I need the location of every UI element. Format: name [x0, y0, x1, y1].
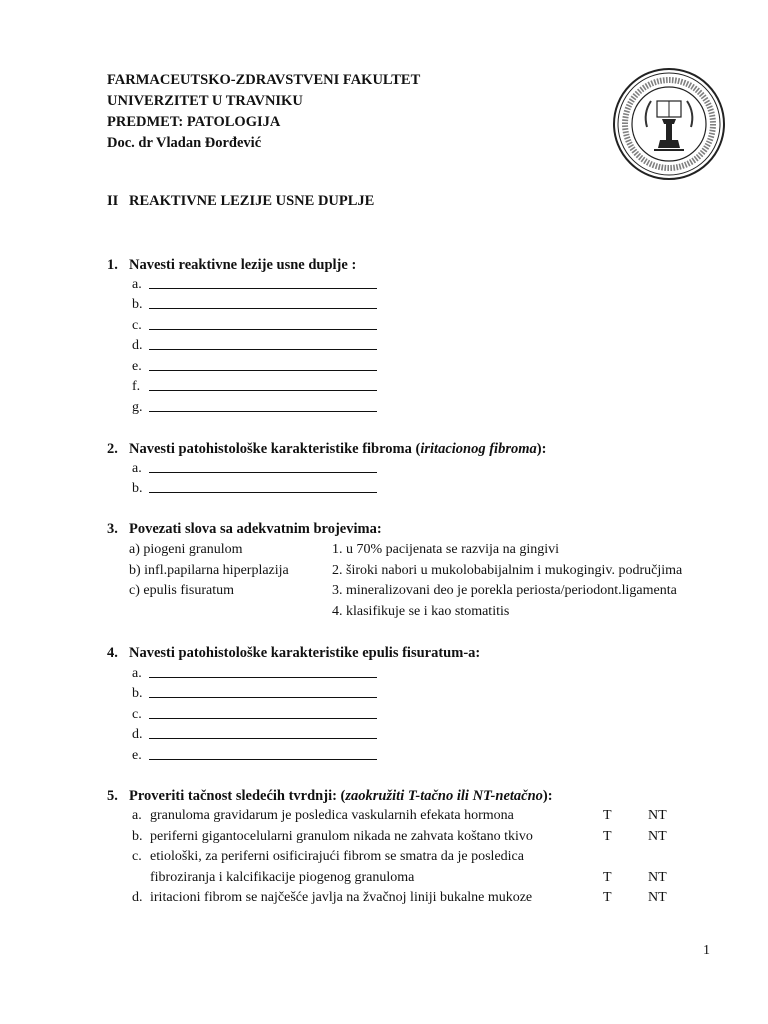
answer-row[interactable]: g.: [132, 395, 377, 416]
professor-name: Doc. dr Vladan Đorđević: [107, 135, 262, 151]
answer-row[interactable]: d.: [132, 723, 377, 744]
true-option[interactable]: T: [603, 869, 612, 885]
section-number: II: [107, 193, 119, 209]
answer-blank[interactable]: [149, 378, 377, 391]
answer-row[interactable]: a.: [132, 272, 377, 293]
statement-text: iritacioni fibrom se najčešće javlja na žvačnoj liniji bukalne mukoze: [150, 890, 533, 905]
answer-row[interactable]: e.: [132, 354, 377, 375]
question-3-text: Povezati slova sa adekvatnim brojevima:: [129, 521, 382, 537]
answer-blank[interactable]: [149, 706, 377, 719]
question-4-answers: [132, 661, 377, 764]
question-2-heading: 2. Navesti patohistološke karakteristike fibroma (iritacionog fibroma):: [107, 441, 547, 457]
answer-row[interactable]: f.: [132, 375, 377, 396]
answer-blank[interactable]: [149, 317, 377, 330]
question-1-heading: 1. Navesti reaktivne lezije usne duplje :: [107, 257, 357, 273]
section-heading: [107, 193, 374, 210]
question-5-heading: 5. Proveriti tačnost sledećih tvrdnji: (zaokružiti T-tačno ili NT-netačno):: [107, 788, 553, 804]
answer-blank[interactable]: [149, 337, 377, 350]
answer-blank[interactable]: [149, 358, 377, 371]
answer-blank[interactable]: [149, 665, 377, 678]
answer-row[interactable]: e.: [132, 743, 377, 764]
subject-name: PREDMET: PATOLOGIJA: [107, 114, 281, 130]
answer-row[interactable]: c.: [132, 313, 377, 334]
answer-blank[interactable]: [149, 747, 377, 760]
question-1-answers: [132, 272, 377, 416]
false-option[interactable]: NT: [648, 828, 667, 844]
section-title: REAKTIVNE LEZIJE USNE DUPLJE: [129, 193, 375, 209]
answer-blank[interactable]: [149, 685, 377, 698]
statement-text: etiološki, za periferni osificirajući fibrom se smatra da je posledica: [150, 849, 524, 864]
answer-row[interactable]: c.: [132, 702, 377, 723]
statement-text: fibroziranja i kalcifikacije piogenog granuloma: [150, 869, 415, 885]
answer-row[interactable]: b.: [132, 293, 377, 314]
university-seal-icon: [612, 67, 726, 181]
statement-text: granuloma gravidarum je posledica vaskularnih efekata hormona: [150, 808, 514, 823]
false-option[interactable]: NT: [648, 869, 667, 885]
true-option[interactable]: T: [603, 828, 612, 844]
faculty-name: FARMACEUTSKO-ZDRAVSTVENI FAKULTET: [107, 72, 421, 88]
answer-row[interactable]: b.: [132, 477, 377, 498]
true-option[interactable]: T: [603, 890, 612, 905]
answer-blank[interactable]: [149, 480, 377, 493]
question-2-answers: [132, 456, 377, 497]
university-name: UNIVERZITET U TRAVNIKU: [107, 93, 303, 109]
page-number: 1: [703, 943, 710, 958]
document-header: [107, 70, 420, 154]
statement-text: periferni gigantocelularni granulom nikada ne zahvata koštano tkivo: [150, 828, 533, 844]
answer-blank[interactable]: [149, 276, 377, 289]
false-option[interactable]: NT: [648, 890, 667, 905]
answer-row[interactable]: a.: [132, 661, 377, 682]
question-4-text: Navesti patohistološke karakteristike epulis fisuratum-a:: [129, 645, 481, 661]
answer-blank[interactable]: [149, 296, 377, 309]
answer-row[interactable]: a.: [132, 456, 377, 477]
false-option[interactable]: NT: [648, 808, 667, 823]
answer-blank[interactable]: [149, 460, 377, 473]
answer-row[interactable]: d.: [132, 334, 377, 355]
answer-blank[interactable]: [149, 399, 377, 412]
true-option[interactable]: T: [603, 808, 612, 823]
document-page: FARMACEUTSKO-ZDRAVSTVENI FAKULTET UNIVERZITET U TRAVNIKU PREDMET: PATOLOGIJA Doc. dr Vladan Đorđević II REAKTIVNE LEZIJE USNE DUPLJE 1. Navesti reaktivne lezije usne duplje : a. b. c. d. e. f. g. 2. Navesti patohistološke karakteristike fibroma (iritacionog fibroma): a. b. 3. Povezati slova sa adekvatnim brojevima: a) piogeni granulom 1. u 70% pacijenata se razvija na gingivi b) infl.papilarna hiperplazija 2. široki nabori u mukolobabijalnim i mukogingiv. područjima c) epulis fisuratum 3. mineralizovani deo je porekla periosta/periodont.ligamenta 4. klasifikuje se i kao stomatitis 4. Navesti patohistološke karakteristike epulis fisuratum-a: a. b. c. d. e. 5. Proveriti tačnost sledećih tvrdnji: (zaokružiti T-tačno ili NT-netačno): a. granuloma gravidarum je posledica vaskularnih efekata hormona T NT b. periferni gigantocelularni granulom nikada ne zahvata koštano tkivo T NT c. etiološki, za periferni osificirajući fibrom se smatra da je posledica fibroziranja i kalcifikacije piogenog granuloma T NT d. iritacioni fibrom se najčešće javlja na žvačnoj liniji bukalne mukoze T NT 1: [0, 0, 768, 1024]
answer-blank[interactable]: [149, 726, 377, 739]
answer-row[interactable]: b.: [132, 682, 377, 703]
question-1-text: Navesti reaktivne lezije usne duplje :: [129, 257, 357, 273]
question-4-heading: 4. Navesti patohistološke karakteristike epulis fisuratum-a:: [107, 645, 481, 661]
question-3-heading: 3. Povezati slova sa adekvatnim brojevima:: [107, 521, 382, 537]
